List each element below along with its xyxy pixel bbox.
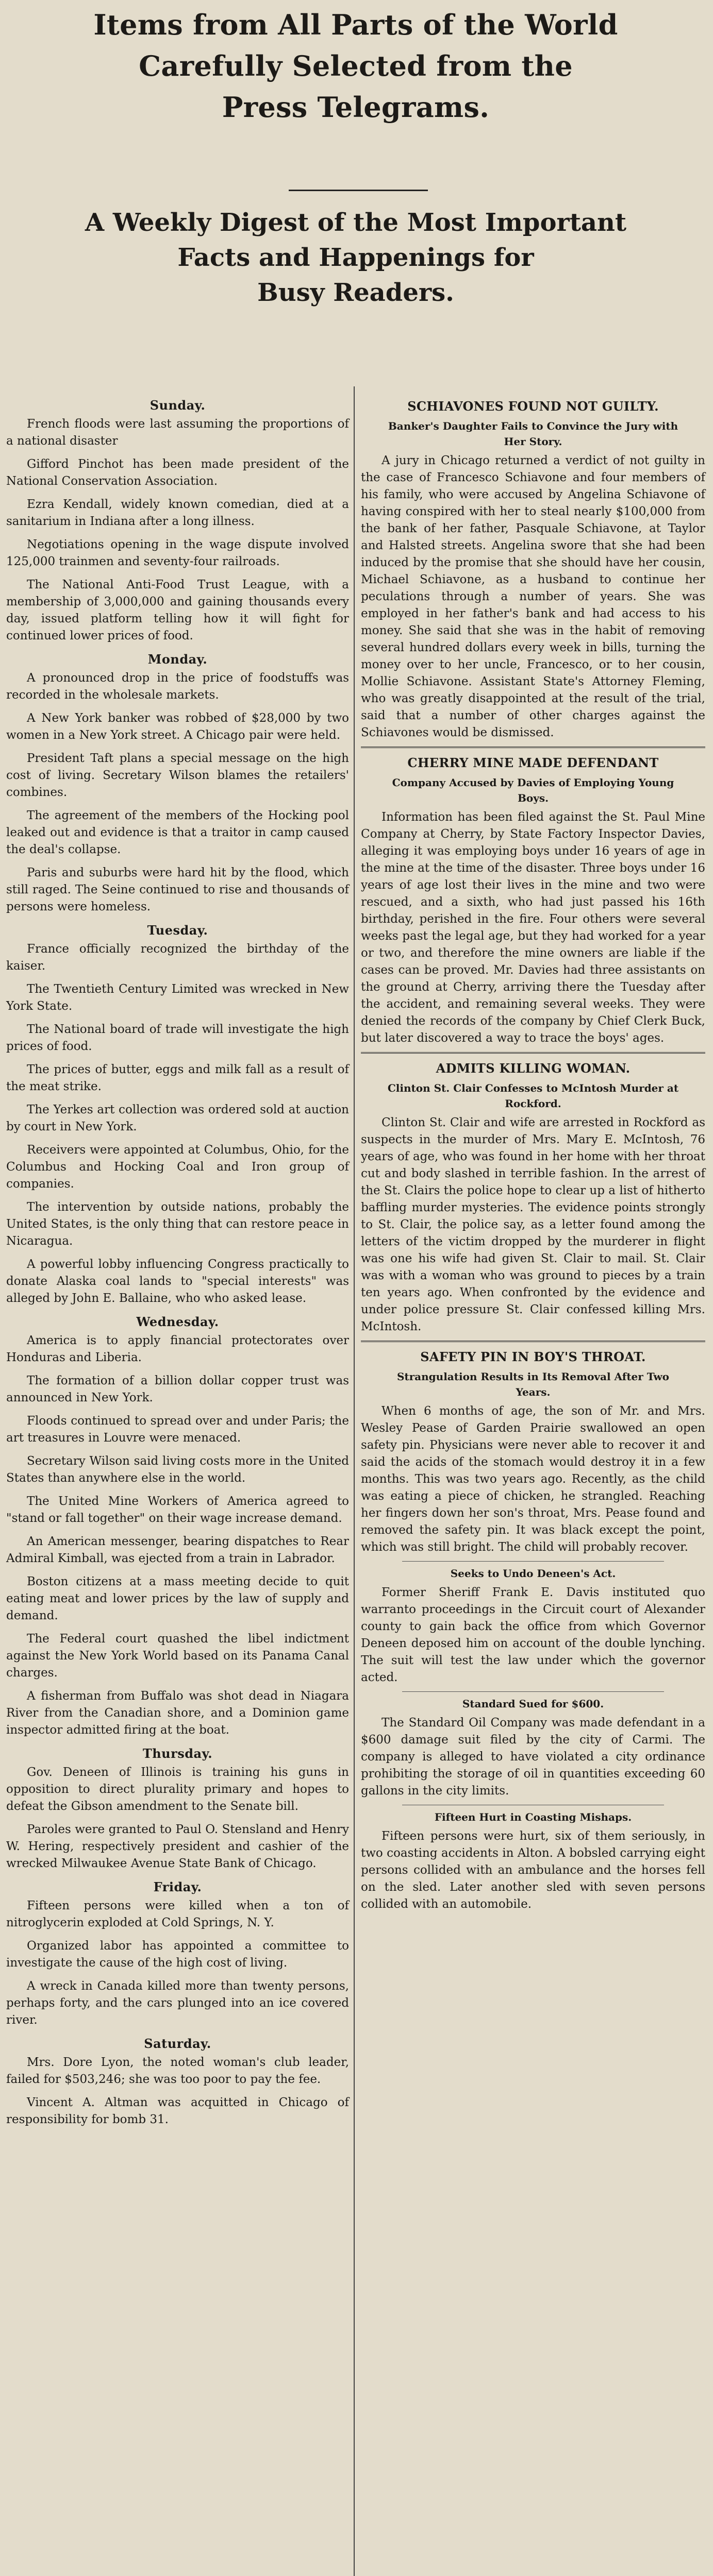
subheadline-line: Busy Readers. [257,278,454,307]
news-item: The National board of trade will investigate the high prices of food. [6,1023,349,1053]
story-deck: Clinton St. Clair Confesses to McIntosh Murder at Rockford. [387,1082,679,1110]
news-item: Paris and suburbs were hard hit by the flood, which still raged. The Seine continued to rise and thousands of persons were homeless. [6,866,349,913]
news-item: Receivers were appointed at Columbus, Ohio, for the Columbus and Hocking Coal and Iron group of companies. [6,1143,349,1191]
story-divider [402,1691,664,1692]
news-item: Fifteen persons were killed when a ton of nitroglycerin exploded at Cold Springs, N. Y. [6,1899,349,1929]
story-title: SAFETY PIN IN BOY'S THROAT. [420,1349,646,1364]
subheadline-line: A Weekly Digest of the Most Important [85,208,627,237]
story-title: SCHIAVONES FOUND NOT GUILTY. [407,399,659,414]
news-item: Floods continued to spread over and under Paris; the art treasures in Louvre were menaced. [6,1414,349,1445]
main-headline [15,4,696,128]
news-item: Negotiations opening in the wage dispute involved 125,000 trainmen and seventy-four railroads. [6,538,349,568]
news-item: Organized labor has appointed a committee to investigate the cause of the high cost of living. [6,1939,349,1970]
news-item: French floods were last assuming the proportions of a national disaster [6,417,349,448]
column-divider [354,386,355,2576]
news-item: Vincent A. Altman was acquitted in Chicago of responsibility for bomb 31. [6,2096,349,2126]
story-deck: Seeks to Undo Deneen's Act. [450,1567,616,1580]
news-item: Paroles were granted to Paul O. Stensland and Henry W. Hering, respectively president and cashier of the wrecked Milwaukee Avenue State Bank of Chicago. [6,1823,349,1870]
news-item: Mrs. Dore Lyon, the noted woman's club leader, failed for $503,246; she was too poor to pay the fee. [6,2056,349,2086]
headline-line: Press Telegrams. [222,91,490,124]
news-item: President Taft plans a special message on the high cost of living. Secretary Wilson blames the retailers' combines. [6,752,349,799]
news-item: Gifford Pinchot has been made president of the National Conservation Association. [6,457,349,488]
day-heading-friday: Friday. [153,1879,202,1894]
story-deck: Company Accused by Davies of Employing Young Boys. [392,776,674,804]
story-deck: Strangulation Results in Its Removal After Two Years. [396,1370,670,1398]
story-title: ADMITS KILLING WOMAN. [436,1061,631,1076]
news-item: A powerful lobby influencing Congress practically to donate Alaska coal lands to "special interests" was alleged by John E. Ballaine, who who asked lease. [6,1258,349,1305]
story-body: Former Sheriff Frank E. Davis instituted quo warranto proceedings in the Circuit court of Alexander county to gain back the office from which Governor Deneen deposed him on account of the double lynching. The suit will test the law under which the governor acted. [361,1586,705,1684]
day-heading-monday: Monday. [147,652,208,667]
story-body: The Standard Oil Company was made defendant in a $600 damage suit filed by the city of Carmi. The company is alleged to have violated a city ordinance prohibiting the storage of oil in quantities exceeding 60 gallons in the city limits. [361,1716,705,1798]
story-body: Fifteen persons were hurt, six of them seriously, in two coasting accidents in Alton. A bobsled carrying eight persons collided with an ambulance and the horses fell on the sled. Later another sled with seven persons collided with an automobile. [361,1829,705,1911]
story-body: Clinton St. Clair and wife are arrested in Rockford as suspects in the murder of Mrs. Mary E. McIntosh, 76 years of age, who was found in her home with her throat cut and body slashed in terrible fashion. In the arrest of the St. Clairs the police hope to clear up a list of hitherto baffling murder mysteries. The evidence points strongly to St. Clair, the police say, as a letter found among the letters of the victim dropped by the murderer in flight was one his wife had given St. Clair to mail. St. Clair was with a woman who was ground to pieces by a train ten years ago. When confronted by the evidence and under police pressure St. Clair confessed killing Mrs. McIntosh. [361,1116,705,1333]
story-divider [402,1561,664,1562]
headline-line: Carefully Selected from the [139,49,573,82]
story-deck: Fifteen Hurt in Coasting Mishaps. [434,1811,632,1823]
news-item: The agreement of the members of the Hocking pool leaked out and evidence is that a traitor in camp caused the deal's collapse. [6,809,349,856]
news-item: The formation of a billion dollar copper trust was announced in New York. [6,1374,349,1404]
story-body: A jury in Chicago returned a verdict of not guilty in the case of Francesco Schiavone and four members of his family, who were accused by Angelina Schiavone of having conspired with her to steal nearly $100,000 from the bank of her father, Pasquale Schiavone, at Taylor and Halsted streets. Angelina swore that she had been induced by the promise that she should have her cousin, Michael Schiavone, as a husband to continue her peculations through a number of years. She was employed in her father's bank and had access to his money. She said that she was in the habit of removing several hundred dollars every week in bills, turning the money over to her uncle, Francesco, or to her cousin, Mollie Schiavone. Assistant State's Attorney Fleming, who was greatly disappointed at the result of the trial, said that a number of other charges against the Schiavones would be dismissed. [361,454,705,739]
story-body: When 6 months of age, the son of Mr. and Mrs. Wesley Pease of Garden Prairie swallowed an open safety pin. Physicians were never able to recover it and said the acids of the stomach would destroy it in a few months. This was two years ago. Recently, as the child was eating a piece of chicken, he strangled. Reaching her fingers down her son's throat, Mrs. Pease found and removed the safety pin. It was black except the point, which was still bright. The child will probably recover. [361,1404,705,1554]
news-item: The intervention by outside nations, probably the United States, is the only thing that can restore peace in Nicaragua. [6,1200,349,1248]
story-divider [361,1341,705,1342]
news-item: A fisherman from Buffalo was shot dead in Niagara River from the Canadian shore, and a Dominion game inspector admitted firing at the boat. [6,1689,349,1737]
news-item: Ezra Kendall, widely known comedian, died at a sanitarium in Indiana after a long illness. [6,498,349,528]
stories-column [361,392,705,1918]
news-item: The United Mine Workers of America agreed to "stand or fall together" on their wage increase demand. [6,1495,349,1525]
news-item: An American messenger, bearing dispatches to Rear Admiral Kimball, was ejected from a train in Labrador. [6,1535,349,1565]
news-item: A New York banker was robbed of $28,000 by two women in a New York street. A Chicago pair were held. [6,711,349,742]
story-divider [361,1052,705,1054]
news-item: America is to apply financial protectorates over Honduras and Liberia. [6,1334,349,1364]
news-item: A wreck in Canada killed more than twenty persons, perhaps forty, and the cars plunged into an ice covered river. [6,1979,349,2027]
news-item: A pronounced drop in the price of foodstuffs was recorded in the wholesale markets. [6,671,349,702]
sub-headline [15,205,696,310]
news-item: The Federal court quashed the libel indictment against the New York World based on its Panama Canal charges. [6,1632,349,1680]
day-heading-sunday: Sunday. [150,398,206,413]
news-item: Secretary Wilson said living costs more in the United States than anywhere else in the world. [6,1454,349,1485]
story-deck: Banker's Daughter Fails to Convince the Jury with Her Story. [388,420,678,448]
news-item: The Yerkes art collection was ordered sold at auction by court in New York. [6,1103,349,1133]
news-item: France officially recognized the birthday of the kaiser. [6,942,349,973]
news-item: The National Anti-Food Trust League, with a membership of 3,000,000 and gaining thousands every day, issued platform telling how it will fight for continued lower prices of food. [6,578,349,642]
story-deck: Standard Sued for $600. [462,1698,604,1710]
headline-divider [289,190,428,191]
day-heading-tuesday: Tuesday. [147,923,208,938]
day-heading-saturday: Saturday. [144,2036,211,2051]
headline-line: Items from All Parts of the World [93,8,618,41]
subheadline-line: Facts and Happenings for [177,243,534,272]
day-heading-wednesday: Wednesday. [136,1314,219,1329]
story-title: CHERRY MINE MADE DEFENDANT [407,755,659,770]
day-heading-thursday: Thursday. [142,1746,213,1761]
story-divider [361,747,705,748]
digest-column [6,392,349,2134]
news-item: The Twentieth Century Limited was wrecked in New York State. [6,982,349,1013]
story-body: Information has been filed against the St. Paul Mine Company at Cherry, by State Factory Inspector Davies, alleging it was employing boys under 16 years of age in the mine at the time of the disaster. Three boys under 16 years of age lost their lives in the mine and two were rescued, and a sixth, who had just passed his 16th birthday, perished in the fire. Four others were several weeks past the legal age, but they had worked for a year or two, and therefore the mine owners are liable if the cases can be proved. Mr. Davies had three assistants on the ground at Cherry, arriving there the Tuesday after the accident, and remaining several weeks. They were denied the records of the company by Chief Clerk Buck, but later discovered a way to trace the boys' ages. [361,810,705,1045]
news-item: Gov. Deneen of Illinois is training his guns in opposition to direct plurality primary and hopes to defeat the Gibson amendment to the Senate bill. [6,1766,349,1813]
news-item: Boston citizens at a mass meeting decide to quit eating meat and lower prices by the law of supply and demand. [6,1575,349,1622]
news-item: The prices of butter, eggs and milk fall as a result of the meat strike. [6,1063,349,1093]
